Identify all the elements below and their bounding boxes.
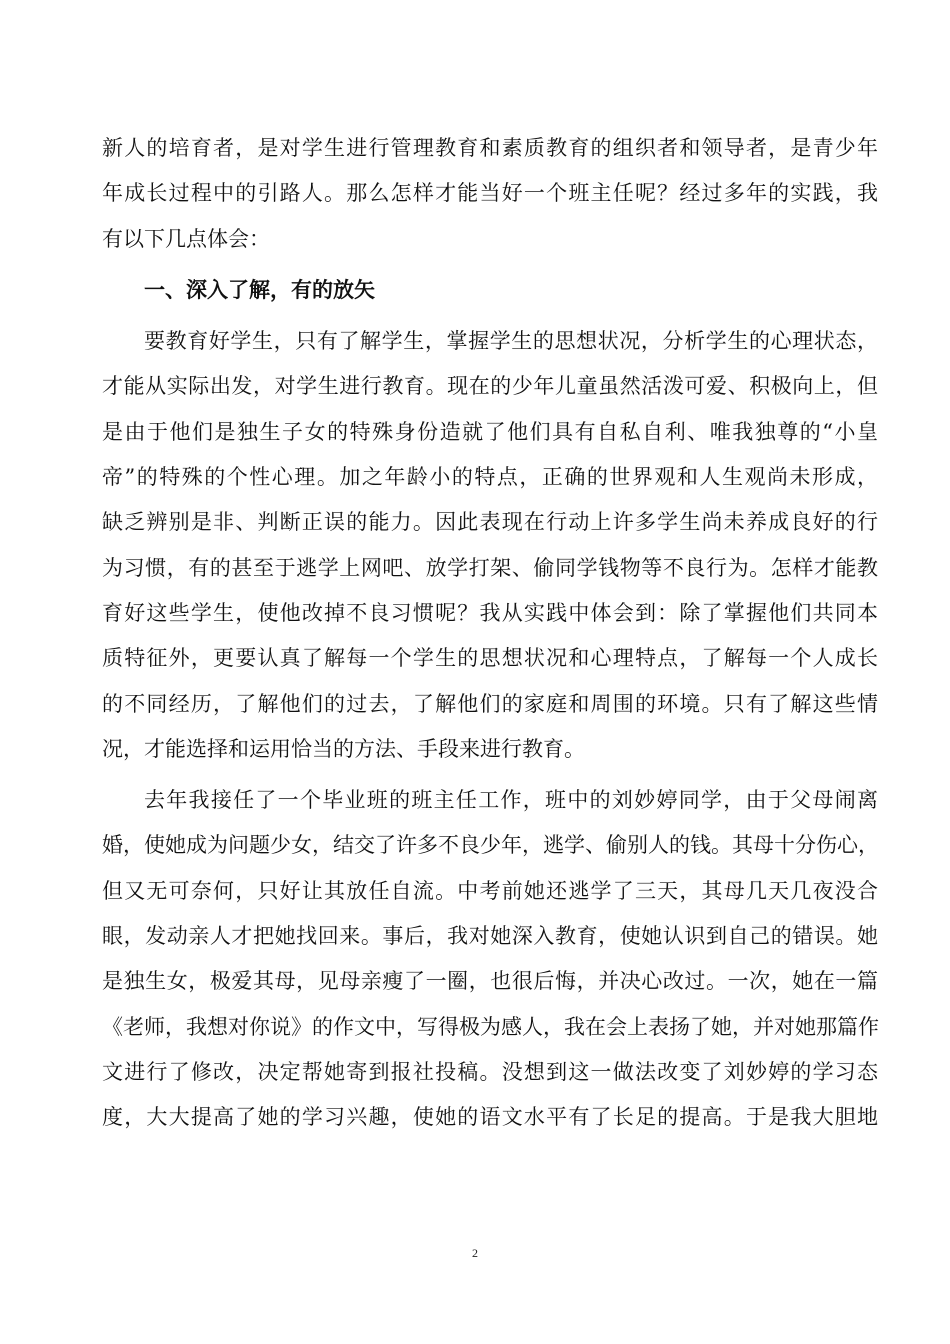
text-line: 新人的培育者，是对学生进行管理教育和素质教育的组织者和领导者，是青少年 bbox=[102, 136, 878, 160]
text-line: 但又无可奈何，只好让其放任自流。中考前她还逃学了三天，其母几天几夜没合 bbox=[102, 878, 878, 903]
text-line: 帝”的特殊的个性心理。加之年龄小的特点，正确的世界观和人生观尚未形成， bbox=[102, 465, 878, 490]
text-line: 去年我接任了一个毕业班的班主任工作，班中的刘妙婷同学，由于父母闹离 bbox=[144, 788, 878, 813]
text-line: 是由于他们是独生子女的特殊身份造就了他们具有自私自利、唯我独尊的“小皇 bbox=[102, 419, 878, 444]
text-line: 的不同经历，了解他们的过去，了解他们的家庭和周围的环境。只有了解这些情 bbox=[102, 691, 878, 716]
document-body bbox=[102, 126, 878, 1141]
text-line: 是独生女，极爱其母，见母亲瘦了一圈，也很后悔，并决心改过。一次，她在一篇 bbox=[102, 969, 878, 994]
text-line: 缺乏辨别是非、判断正误的能力。因此表现在行动上许多学生尚未养成良好的行 bbox=[102, 510, 878, 535]
text-line: 育好这些学生，使他改掉不良习惯呢？我从实践中体会到：除了掌握他们共同本 bbox=[102, 600, 878, 625]
text-line: 文进行了修改，决定帮她寄到报社投稿。没想到这一做法改变了刘妙婷的学习态 bbox=[102, 1059, 878, 1084]
page-number: 2 bbox=[472, 1246, 478, 1260]
text-line: 况，才能选择和运用恰当的方法、手段来进行教育。 bbox=[102, 736, 585, 761]
text-line: 有以下几点体会： bbox=[102, 226, 270, 251]
text-line: 质特征外，更要认真了解每一个学生的思想状况和心理特点，了解每一个人成长 bbox=[102, 646, 878, 671]
text-line: 为习惯，有的甚至于逃学上网吧、放学打架、偷同学钱物等不良行为。怎样才能教 bbox=[102, 555, 878, 580]
text-line: 才能从实际出发，对学生进行教育。现在的少年儿童虽然活泼可爱、积极向上，但 bbox=[102, 374, 878, 399]
text-line: 《老师，我想对你说》的作文中，写得极为感人，我在会上表扬了她，并对她那篇作 bbox=[102, 1014, 879, 1039]
paragraph-2 bbox=[102, 778, 878, 1140]
text-line: 度，大大提高了她的学习兴趣，使她的语文水平有了长足的提高。于是我大胆地 bbox=[102, 1105, 878, 1130]
text-line: 年成长过程中的引路人。那么怎样才能当好一个班主任呢？经过多年的实践，我 bbox=[102, 181, 878, 206]
section-heading: 一、深入了解，有的放矢 bbox=[144, 277, 375, 302]
paragraph-1 bbox=[102, 319, 878, 772]
text-line: 婚，使她成为问题少女，结交了许多不良少年，逃学、偷别人的钱。其母十分伤心， bbox=[102, 833, 879, 858]
text-line: 要教育好学生，只有了解学生，掌握学生的思想状况，分析学生的心理状态， bbox=[144, 329, 878, 354]
text-line: 眼，发动亲人才把她找回来。事后，我对她深入教育，使她认识到自己的错误。她 bbox=[102, 924, 878, 949]
